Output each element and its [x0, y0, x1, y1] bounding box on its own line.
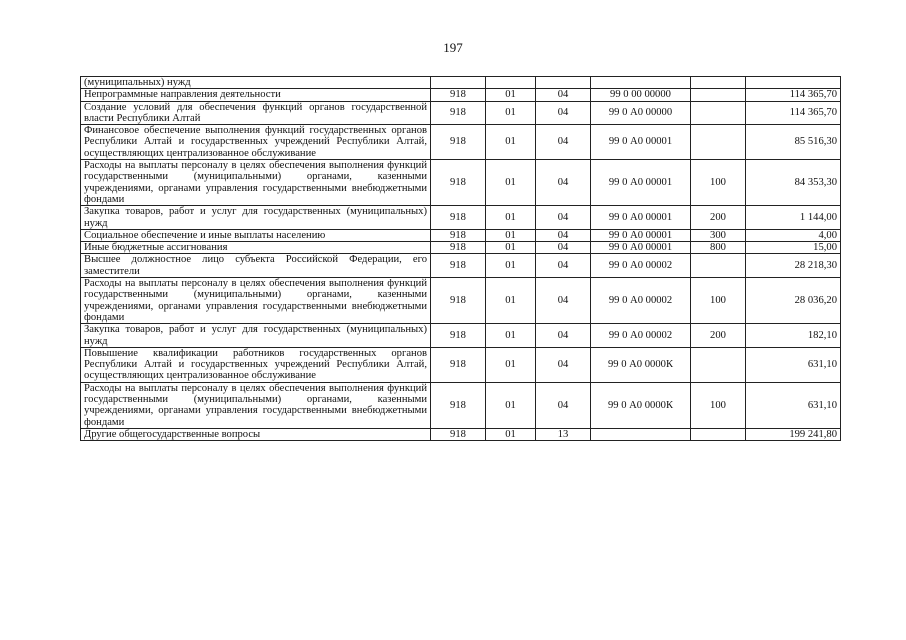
table-row — [81, 254, 841, 278]
expense-type-code — [691, 428, 746, 440]
target-article-code: 99 0 А0 00001 — [591, 229, 691, 241]
table-row — [81, 229, 841, 241]
amount: 631,10 — [746, 347, 841, 382]
section-code: 01 — [486, 382, 536, 428]
table-row — [81, 382, 841, 428]
section-code: 01 — [486, 229, 536, 241]
item-name: Повышение квалификации работников государственных органов Республики Алтай и государственных учреждений Республики Алтай, осуществляющих централизованное обслуживание — [81, 347, 431, 382]
section-code: 01 — [486, 206, 536, 230]
item-name: Расходы на выплаты персоналу в целях обеспечения выполнения функций государственными (муниципальными) органами, казенными учреждениями, органами управления государственными внебюджетными фондами — [81, 278, 431, 324]
section-code: 01 — [486, 278, 536, 324]
target-article-code: 99 0 А0 00000 — [591, 101, 691, 125]
admin-code: 918 — [431, 347, 486, 382]
amount — [746, 77, 841, 89]
amount: 85 516,30 — [746, 125, 841, 160]
item-name: Другие общегосударственные вопросы — [81, 428, 431, 440]
target-article-code — [591, 428, 691, 440]
subsection-code: 04 — [536, 206, 591, 230]
admin-code: 918 — [431, 242, 486, 254]
expense-type-code — [691, 254, 746, 278]
target-article-code: 99 0 А0 00002 — [591, 324, 691, 348]
item-name: Создание условий для обеспечения функций органов государственной власти Республики Алтай — [81, 101, 431, 125]
item-name: Высшее должностное лицо субъекта Российской Федерации, его заместители — [81, 254, 431, 278]
table-row — [81, 160, 841, 206]
table-row — [81, 77, 841, 89]
section-code: 01 — [486, 324, 536, 348]
page-number: 197 — [443, 40, 463, 55]
section-code: 01 — [486, 347, 536, 382]
table-row — [81, 89, 841, 101]
item-name: Непрограммные направления деятельности — [81, 89, 431, 101]
expense-type-code — [691, 347, 746, 382]
target-article-code — [591, 77, 691, 89]
amount: 15,00 — [746, 242, 841, 254]
section-code: 01 — [486, 242, 536, 254]
subsection-code: 04 — [536, 242, 591, 254]
table-row — [81, 125, 841, 160]
section-code: 01 — [486, 101, 536, 125]
admin-code: 918 — [431, 428, 486, 440]
subsection-code: 04 — [536, 382, 591, 428]
section-code: 01 — [486, 428, 536, 440]
admin-code: 918 — [431, 125, 486, 160]
target-article-code: 99 0 А0 00001 — [591, 125, 691, 160]
expense-type-code — [691, 89, 746, 101]
subsection-code: 04 — [536, 347, 591, 382]
expense-type-code — [691, 101, 746, 125]
item-name: Иные бюджетные ассигнования — [81, 242, 431, 254]
table-row — [81, 347, 841, 382]
subsection-code: 13 — [536, 428, 591, 440]
target-article-code: 99 0 А0 00001 — [591, 242, 691, 254]
target-article-code: 99 0 А0 00001 — [591, 160, 691, 206]
expense-type-code: 200 — [691, 206, 746, 230]
item-name: Финансовое обеспечение выполнения функций государственных органов Республики Алтай и государственных учреждений Республики Алтай, осуществляющих централизованное обслуживание — [81, 125, 431, 160]
subsection-code: 04 — [536, 160, 591, 206]
amount: 1 144,00 — [746, 206, 841, 230]
amount: 631,10 — [746, 382, 841, 428]
amount: 114 365,70 — [746, 101, 841, 125]
table-row — [81, 278, 841, 324]
amount: 182,10 — [746, 324, 841, 348]
expense-type-code — [691, 125, 746, 160]
admin-code: 918 — [431, 229, 486, 241]
subsection-code — [536, 77, 591, 89]
subsection-code: 04 — [536, 125, 591, 160]
subsection-code: 04 — [536, 278, 591, 324]
expense-type-code — [691, 77, 746, 89]
expense-type-code: 200 — [691, 324, 746, 348]
admin-code: 918 — [431, 160, 486, 206]
amount: 4,00 — [746, 229, 841, 241]
amount: 84 353,30 — [746, 160, 841, 206]
admin-code: 918 — [431, 382, 486, 428]
admin-code: 918 — [431, 324, 486, 348]
expense-type-code: 100 — [691, 278, 746, 324]
target-article-code: 99 0 А0 00002 — [591, 278, 691, 324]
admin-code — [431, 77, 486, 89]
amount: 199 241,80 — [746, 428, 841, 440]
budget-table — [80, 76, 841, 441]
expense-type-code: 100 — [691, 160, 746, 206]
table-row — [81, 206, 841, 230]
expense-type-code: 100 — [691, 382, 746, 428]
item-name: Закупка товаров, работ и услуг для государственных (муниципальных) нужд — [81, 324, 431, 348]
target-article-code: 99 0 А0 0000К — [591, 347, 691, 382]
section-code: 01 — [486, 254, 536, 278]
subsection-code: 04 — [536, 101, 591, 125]
table-row — [81, 101, 841, 125]
admin-code: 918 — [431, 278, 486, 324]
target-article-code: 99 0 А0 00002 — [591, 254, 691, 278]
expense-type-code: 300 — [691, 229, 746, 241]
target-article-code: 99 0 А0 0000К — [591, 382, 691, 428]
admin-code: 918 — [431, 101, 486, 125]
amount: 28 036,20 — [746, 278, 841, 324]
target-article-code: 99 0 А0 00001 — [591, 206, 691, 230]
section-code — [486, 77, 536, 89]
admin-code: 918 — [431, 206, 486, 230]
table-row — [81, 242, 841, 254]
table-row — [81, 428, 841, 440]
table-row — [81, 324, 841, 348]
amount: 28 218,30 — [746, 254, 841, 278]
item-name: Социальное обеспечение и иные выплаты населению — [81, 229, 431, 241]
target-article-code: 99 0 00 00000 — [591, 89, 691, 101]
admin-code: 918 — [431, 254, 486, 278]
subsection-code: 04 — [536, 324, 591, 348]
admin-code: 918 — [431, 89, 486, 101]
subsection-code: 04 — [536, 89, 591, 101]
item-name: Расходы на выплаты персоналу в целях обеспечения выполнения функций государственными (муниципальными) органами, казенными учреждениями, органами управления государственными внебюджетными фондами — [81, 160, 431, 206]
amount: 114 365,70 — [746, 89, 841, 101]
section-code: 01 — [486, 89, 536, 101]
item-name: Закупка товаров, работ и услуг для государственных (муниципальных) нужд — [81, 206, 431, 230]
subsection-code: 04 — [536, 229, 591, 241]
expense-type-code: 800 — [691, 242, 746, 254]
section-code: 01 — [486, 160, 536, 206]
section-code: 01 — [486, 125, 536, 160]
item-name: (муниципальных) нужд — [81, 77, 431, 89]
item-name: Расходы на выплаты персоналу в целях обеспечения выполнения функций государственными (муниципальными) органами, казенными учреждениями, органами управления государственными внебюджетными фондами — [81, 382, 431, 428]
subsection-code: 04 — [536, 254, 591, 278]
